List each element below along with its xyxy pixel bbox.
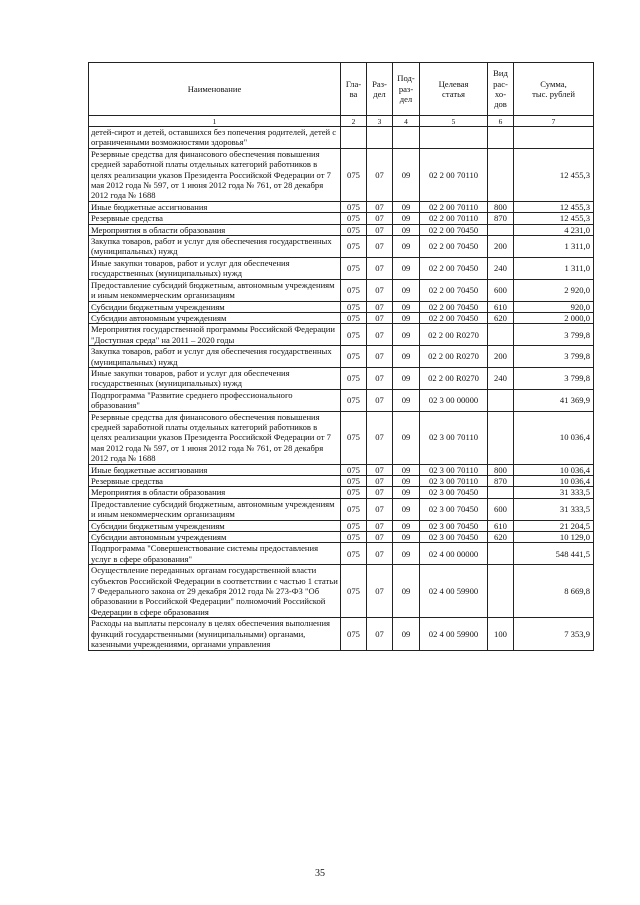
cell-vid: 100: [488, 618, 514, 650]
table-row: [89, 487, 594, 498]
table-row: [89, 464, 594, 475]
cell-vid: 200: [488, 346, 514, 368]
cell-razdel: 07: [367, 236, 393, 258]
table-row: [89, 411, 594, 464]
cell-podrazdel: 09: [393, 312, 420, 323]
cell-name: Резервные средства: [89, 213, 341, 224]
cell-statya: 02 4 00 00000: [420, 543, 488, 565]
cell-glava: 075: [341, 324, 367, 346]
cell-podrazdel: 09: [393, 543, 420, 565]
cell-vid: 610: [488, 301, 514, 312]
cell-razdel: 07: [367, 498, 393, 520]
cell-podrazdel: 09: [393, 476, 420, 487]
table-row: [89, 543, 594, 565]
cell-name: Субсидии автономным учреждениям: [89, 532, 341, 543]
cell-podrazdel: 09: [393, 213, 420, 224]
cell-razdel: 07: [367, 618, 393, 650]
cell-podrazdel: 09: [393, 257, 420, 279]
cell-sum: 10 036,4: [514, 464, 594, 475]
cell-podrazdel: 09: [393, 148, 420, 201]
header-vid: Вид рас- хо- дов: [488, 63, 514, 116]
cell-glava: 075: [341, 279, 367, 301]
cell-razdel: 07: [367, 301, 393, 312]
cell-name: Резервные средства: [89, 476, 341, 487]
cell-sum: 3 799,8: [514, 367, 594, 389]
cell-razdel: 07: [367, 532, 393, 543]
cell-sum: 2 920,0: [514, 279, 594, 301]
cell-statya: 02 4 00 59900: [420, 565, 488, 618]
cell-sum: 10 036,4: [514, 476, 594, 487]
cell-glava: 075: [341, 224, 367, 235]
table-row: [89, 301, 594, 312]
cell-statya: 02 3 00 70110: [420, 411, 488, 464]
cell-glava: 075: [341, 476, 367, 487]
column-number: 1: [89, 116, 341, 127]
cell-glava: [341, 127, 367, 149]
cell-razdel: 07: [367, 148, 393, 201]
cell-sum: 31 333,5: [514, 487, 594, 498]
cell-vid: 620: [488, 312, 514, 323]
cell-vid: [488, 411, 514, 464]
cell-vid: 800: [488, 201, 514, 212]
cell-podrazdel: 09: [393, 389, 420, 411]
table-row: [89, 498, 594, 520]
cell-glava: 075: [341, 236, 367, 258]
cell-vid: [488, 224, 514, 235]
table-row: [89, 224, 594, 235]
cell-glava: 075: [341, 301, 367, 312]
cell-sum: 41 369,9: [514, 389, 594, 411]
column-number-row: [89, 116, 594, 127]
cell-razdel: [367, 127, 393, 149]
cell-vid: [488, 148, 514, 201]
cell-name: Мероприятия государственной программы Российской Федерации "Доступная среда" на 2011 – 2020 годы: [89, 324, 341, 346]
cell-statya: 02 3 00 70450: [420, 498, 488, 520]
cell-podrazdel: 09: [393, 236, 420, 258]
header-statya: Целевая статья: [420, 63, 488, 116]
table-row: [89, 236, 594, 258]
cell-sum: 920,0: [514, 301, 594, 312]
table-body: [89, 127, 594, 651]
cell-podrazdel: 09: [393, 487, 420, 498]
cell-statya: 02 3 00 70450: [420, 532, 488, 543]
cell-podrazdel: 09: [393, 346, 420, 368]
cell-sum: 10 036,4: [514, 411, 594, 464]
cell-vid: 240: [488, 367, 514, 389]
header-glava: Гла- ва: [341, 63, 367, 116]
cell-razdel: 07: [367, 257, 393, 279]
cell-statya: 02 3 00 70110: [420, 476, 488, 487]
table-row: [89, 618, 594, 650]
cell-glava: 075: [341, 201, 367, 212]
cell-razdel: 07: [367, 389, 393, 411]
cell-podrazdel: 09: [393, 618, 420, 650]
table-row: [89, 127, 594, 149]
cell-glava: 075: [341, 520, 367, 531]
cell-razdel: 07: [367, 411, 393, 464]
table-row: [89, 565, 594, 618]
cell-statya: 02 2 00 R0270: [420, 367, 488, 389]
cell-statya: 02 2 00 R0270: [420, 346, 488, 368]
cell-razdel: 07: [367, 279, 393, 301]
budget-table: [88, 62, 594, 651]
cell-sum: 548 441,5: [514, 543, 594, 565]
cell-name: Резервные средства для финансового обеспечения повышения средней заработной платы отдельных категорий работников в целях реализации указов Президента Российской Федерации от 7 мая 2012 года № 597, от 1 июня 2012 года № 761, от 28 декабря 2012 года № 1688: [89, 148, 341, 201]
cell-podrazdel: 09: [393, 201, 420, 212]
cell-vid: 240: [488, 257, 514, 279]
cell-podrazdel: 09: [393, 464, 420, 475]
cell-glava: 075: [341, 487, 367, 498]
cell-glava: 075: [341, 532, 367, 543]
cell-razdel: 07: [367, 213, 393, 224]
column-number: 6: [488, 116, 514, 127]
cell-statya: 02 3 00 00000: [420, 389, 488, 411]
cell-name: Иные закупки товаров, работ и услуг для обеспечения государственных (муниципальных) нужд: [89, 367, 341, 389]
cell-podrazdel: 09: [393, 324, 420, 346]
cell-sum: 3 799,8: [514, 346, 594, 368]
cell-sum: 31 333,5: [514, 498, 594, 520]
cell-glava: 075: [341, 389, 367, 411]
header-razdel: Раз- дел: [367, 63, 393, 116]
cell-razdel: 07: [367, 476, 393, 487]
cell-glava: 075: [341, 367, 367, 389]
cell-name: Мероприятия в области образования: [89, 224, 341, 235]
cell-name: Подпрограмма "Развитие среднего профессионального образования": [89, 389, 341, 411]
table-row: [89, 148, 594, 201]
cell-vid: 800: [488, 464, 514, 475]
cell-glava: 075: [341, 213, 367, 224]
cell-statya: 02 4 00 59900: [420, 618, 488, 650]
table-row: [89, 279, 594, 301]
cell-glava: 075: [341, 565, 367, 618]
cell-razdel: 07: [367, 543, 393, 565]
cell-name: детей-сирот и детей, оставшихся без попечения родителей, детей с ограниченными возможностями здоровья": [89, 127, 341, 149]
cell-podrazdel: 09: [393, 224, 420, 235]
cell-podrazdel: 09: [393, 532, 420, 543]
cell-vid: 200: [488, 236, 514, 258]
cell-statya: 02 2 00 70110: [420, 201, 488, 212]
page-number: 35: [315, 868, 325, 879]
table-row: [89, 213, 594, 224]
table-row: [89, 389, 594, 411]
cell-glava: 075: [341, 148, 367, 201]
cell-vid: [488, 324, 514, 346]
cell-name: Предоставление субсидий бюджетным, автономным учреждениям и иным некоммерческим организациям: [89, 279, 341, 301]
table-row: [89, 532, 594, 543]
table-row: [89, 476, 594, 487]
cell-sum: [514, 127, 594, 149]
cell-statya: 02 2 00 70450: [420, 236, 488, 258]
cell-podrazdel: 09: [393, 520, 420, 531]
cell-sum: 21 204,5: [514, 520, 594, 531]
cell-razdel: 07: [367, 312, 393, 323]
cell-sum: 12 455,3: [514, 148, 594, 201]
cell-glava: 075: [341, 464, 367, 475]
cell-name: Резервные средства для финансового обеспечения повышения средней заработной платы отдельных категорий работников в целях реализации указов Президента Российской Федерации от 7 мая 2012 года № 597, от 1 июня 2012 года № 761, от 28 декабря 2012 года № 1688: [89, 411, 341, 464]
budget-table-sheet: [88, 62, 593, 651]
cell-statya: [420, 127, 488, 149]
cell-name: Субсидии бюджетным учреждениям: [89, 520, 341, 531]
cell-razdel: 07: [367, 565, 393, 618]
cell-statya: 02 2 00 70450: [420, 279, 488, 301]
cell-statya: 02 2 00 70450: [420, 224, 488, 235]
cell-vid: 610: [488, 520, 514, 531]
cell-podrazdel: 09: [393, 498, 420, 520]
cell-vid: 600: [488, 279, 514, 301]
cell-statya: 02 2 00 70110: [420, 148, 488, 201]
cell-razdel: 07: [367, 224, 393, 235]
cell-statya: 02 3 00 70450: [420, 520, 488, 531]
cell-name: Закупка товаров, работ и услуг для обеспечения государственных (муниципальных) нужд: [89, 236, 341, 258]
cell-razdel: 07: [367, 324, 393, 346]
cell-name: Расходы на выплаты персоналу в целях обеспечения выполнения функций государственными (муниципальными) органами, казенными учреждениями, органами управления: [89, 618, 341, 650]
table-row: [89, 257, 594, 279]
cell-sum: 4 231,0: [514, 224, 594, 235]
cell-glava: 075: [341, 543, 367, 565]
cell-sum: 1 311,0: [514, 257, 594, 279]
cell-sum: 2 000,0: [514, 312, 594, 323]
cell-name: Закупка товаров, работ и услуг для обеспечения государственных (муниципальных) нужд: [89, 346, 341, 368]
cell-name: Подпрограмма "Совершенствование системы предоставления услуг в сфере образования": [89, 543, 341, 565]
cell-razdel: 07: [367, 346, 393, 368]
cell-vid: [488, 487, 514, 498]
cell-glava: 075: [341, 618, 367, 650]
cell-name: Осуществление переданных органам государственной власти субъектов Российской Федерации в соответствии с частью 1 статьи 7 Федерального закона от 29 декабря 2012 года № 273-ФЗ "Об образовании в Российской Федерации" полномочий Российской Федерации в сфере образования: [89, 565, 341, 618]
cell-razdel: 07: [367, 367, 393, 389]
cell-podrazdel: 09: [393, 411, 420, 464]
cell-sum: 7 353,9: [514, 618, 594, 650]
table-row: [89, 312, 594, 323]
cell-sum: 12 455,3: [514, 201, 594, 212]
cell-statya: 02 2 00 70110: [420, 213, 488, 224]
cell-name: Субсидии автономным учреждениям: [89, 312, 341, 323]
cell-name: Субсидии бюджетным учреждениям: [89, 301, 341, 312]
cell-glava: 075: [341, 346, 367, 368]
cell-vid: 620: [488, 532, 514, 543]
cell-sum: 10 129,0: [514, 532, 594, 543]
header-name: Наименование: [89, 63, 341, 116]
cell-statya: 02 3 00 70450: [420, 487, 488, 498]
cell-podrazdel: 09: [393, 301, 420, 312]
cell-statya: 02 3 00 70110: [420, 464, 488, 475]
table-row: [89, 520, 594, 531]
cell-name: Иные бюджетные ассигнования: [89, 464, 341, 475]
cell-name: Предоставление субсидий бюджетным, автономным учреждениям и иным некоммерческим организациям: [89, 498, 341, 520]
table-row: [89, 201, 594, 212]
cell-razdel: 07: [367, 520, 393, 531]
cell-sum: 8 669,8: [514, 565, 594, 618]
column-number: 5: [420, 116, 488, 127]
cell-razdel: 07: [367, 487, 393, 498]
column-number: 3: [367, 116, 393, 127]
cell-statya: 02 2 00 70450: [420, 301, 488, 312]
cell-vid: [488, 127, 514, 149]
cell-sum: 1 311,0: [514, 236, 594, 258]
cell-vid: 870: [488, 476, 514, 487]
cell-vid: [488, 543, 514, 565]
table-header-row: [89, 63, 594, 116]
cell-statya: 02 2 00 70450: [420, 312, 488, 323]
cell-podrazdel: 09: [393, 565, 420, 618]
cell-glava: 075: [341, 498, 367, 520]
cell-vid: 870: [488, 213, 514, 224]
cell-glava: 075: [341, 257, 367, 279]
cell-name: Иные бюджетные ассигнования: [89, 201, 341, 212]
cell-podrazdel: 09: [393, 367, 420, 389]
cell-statya: 02 2 00 R0270: [420, 324, 488, 346]
cell-vid: [488, 389, 514, 411]
cell-name: Мероприятия в области образования: [89, 487, 341, 498]
cell-statya: 02 2 00 70450: [420, 257, 488, 279]
column-number: 2: [341, 116, 367, 127]
column-number: 7: [514, 116, 594, 127]
column-number: 4: [393, 116, 420, 127]
cell-vid: 600: [488, 498, 514, 520]
table-row: [89, 324, 594, 346]
cell-sum: 3 799,8: [514, 324, 594, 346]
header-podrazdel: Под- раз- дел: [393, 63, 420, 116]
cell-podrazdel: 09: [393, 279, 420, 301]
cell-vid: [488, 565, 514, 618]
table-row: [89, 367, 594, 389]
cell-glava: 075: [341, 411, 367, 464]
cell-name: Иные закупки товаров, работ и услуг для обеспечения государственных (муниципальных) нужд: [89, 257, 341, 279]
cell-podrazdel: [393, 127, 420, 149]
cell-razdel: 07: [367, 201, 393, 212]
header-summa: Сумма, тыс. рублей: [514, 63, 594, 116]
cell-razdel: 07: [367, 464, 393, 475]
cell-glava: 075: [341, 312, 367, 323]
table-row: [89, 346, 594, 368]
cell-sum: 12 455,3: [514, 213, 594, 224]
